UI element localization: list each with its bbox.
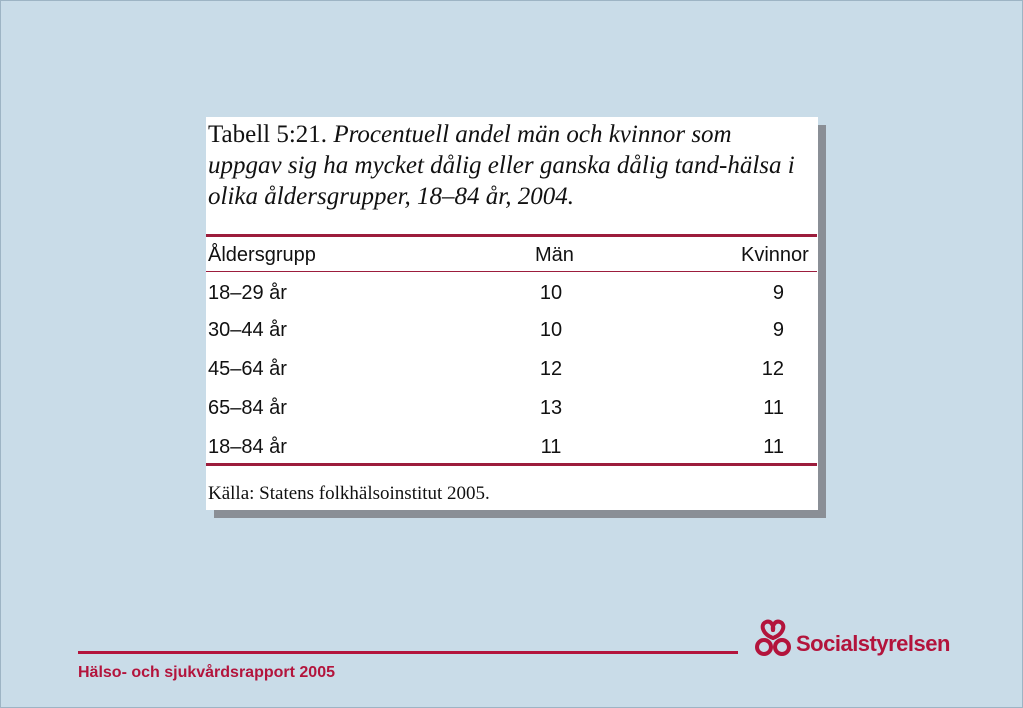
table-source: Källa: Statens folkhälsoinstitut 2005. [208, 483, 490, 504]
table-top-rule [206, 234, 817, 237]
table-bottom-rule [206, 463, 817, 466]
row-age: 65–84 år [208, 397, 287, 419]
footer-report-title: Hälso- och sjukvårdsrapport 2005 [78, 664, 335, 681]
row-men: 10 [539, 319, 563, 341]
row-age: 30–44 år [208, 319, 287, 341]
header-women: Kvinnor [741, 244, 809, 266]
row-women: 12 [761, 358, 784, 380]
row-men: 10 [539, 282, 563, 304]
row-women: 11 [763, 436, 784, 458]
table-caption [208, 119, 808, 212]
row-men: 12 [539, 358, 563, 380]
row-age: 45–64 år [208, 358, 287, 380]
caption-text: Procentuell andel män och kvinnor som uppgav sig ha mycket dålig eller ganska dålig tand-hälsa i olika åldersgrupper, 18–84 år, 2004. [208, 121, 795, 210]
row-women: 11 [763, 397, 784, 419]
row-women: 9 [772, 319, 784, 341]
caption-label: Tabell 5:21. [208, 121, 328, 148]
logo-text: Socialstyrelsen [796, 631, 950, 656]
row-men: 13 [539, 397, 563, 419]
row-men: 11 [540, 436, 562, 458]
socialstyrelsen-emblem-icon [752, 618, 794, 658]
table-header-rule [206, 271, 817, 272]
footer-rule [78, 651, 738, 654]
header-men: Män [535, 244, 574, 266]
row-women: 9 [772, 282, 784, 304]
header-age: Åldersgrupp [208, 244, 316, 266]
row-age: 18–29 år [208, 282, 287, 304]
row-age: 18–84 år [208, 436, 287, 458]
table-card [206, 117, 818, 510]
